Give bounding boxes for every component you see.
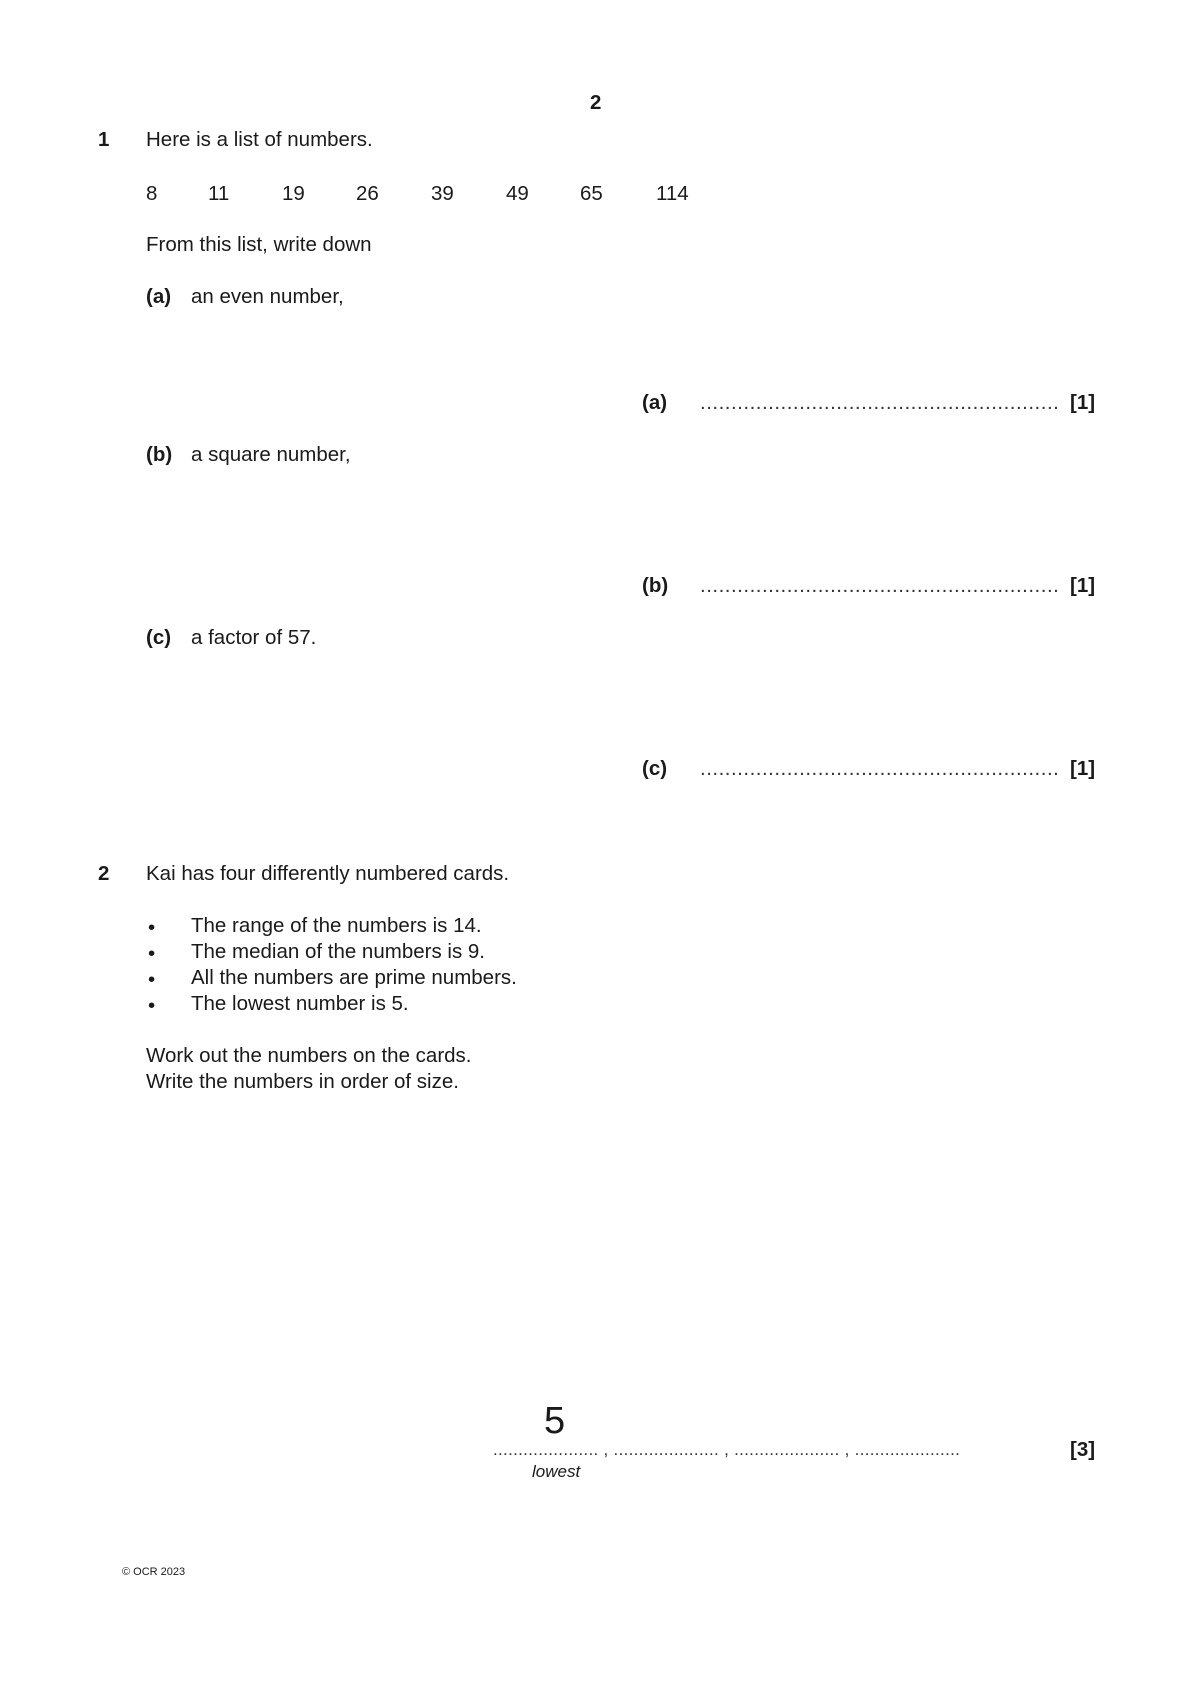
list-number: 11 bbox=[208, 182, 230, 205]
answer-c-label: (c) bbox=[642, 757, 668, 780]
bullet: • bbox=[148, 968, 156, 991]
answer-2-line[interactable]: ..................... , ..................... , ..................... , ..................... bbox=[493, 1440, 961, 1459]
answer-b-marks: [1] bbox=[1070, 574, 1096, 597]
bullet: • bbox=[148, 942, 156, 965]
bullet: • bbox=[148, 916, 156, 939]
list-number: 8 bbox=[146, 182, 158, 205]
list-number: 26 bbox=[356, 182, 379, 205]
list-number: 65 bbox=[580, 182, 603, 205]
answer-c-marks: [1] bbox=[1070, 757, 1096, 780]
question-2-number: 2 bbox=[98, 862, 110, 885]
bullet: • bbox=[148, 994, 156, 1017]
part-b-label: (b) bbox=[146, 443, 173, 466]
answer-b-line[interactable]: .......................................................... bbox=[700, 574, 1060, 597]
lowest-label: lowest bbox=[532, 1462, 581, 1481]
question-1-intro: Here is a list of numbers. bbox=[146, 128, 373, 151]
handwritten-answer: 5 bbox=[544, 1400, 566, 1442]
part-a-text: an even number, bbox=[191, 285, 344, 308]
page-number: 2 bbox=[590, 91, 602, 114]
answer-2-marks: [3] bbox=[1070, 1438, 1096, 1461]
question-1-number: 1 bbox=[98, 128, 110, 151]
part-c-text: a factor of 57. bbox=[191, 626, 317, 649]
part-c-label: (c) bbox=[146, 626, 172, 649]
list-number: 39 bbox=[431, 182, 454, 205]
clue-item: The median of the numbers is 9. bbox=[191, 940, 485, 963]
list-number: 49 bbox=[506, 182, 529, 205]
answer-c-line[interactable]: .......................................................... bbox=[700, 757, 1060, 780]
clue-item: The lowest number is 5. bbox=[191, 992, 409, 1015]
part-a-label: (a) bbox=[146, 285, 172, 308]
part-b-text: a square number, bbox=[191, 443, 351, 466]
answer-a-label: (a) bbox=[642, 391, 668, 414]
list-number: 114 bbox=[656, 182, 689, 205]
clue-item: All the numbers are prime numbers. bbox=[191, 966, 517, 989]
answer-a-line[interactable]: .......................................................... bbox=[700, 391, 1060, 414]
question-1-instruction: From this list, write down bbox=[146, 233, 372, 256]
answer-a-marks: [1] bbox=[1070, 391, 1096, 414]
question-2-instruction-1: Work out the numbers on the cards. bbox=[146, 1044, 472, 1067]
list-number: 19 bbox=[282, 182, 305, 205]
clue-item: The range of the numbers is 14. bbox=[191, 914, 482, 937]
question-2-intro: Kai has four differently numbered cards. bbox=[146, 862, 510, 885]
answer-b-label: (b) bbox=[642, 574, 669, 597]
copyright-footer: © OCR 2023 bbox=[122, 1566, 186, 1578]
question-2-instruction-2: Write the numbers in order of size. bbox=[146, 1070, 459, 1093]
